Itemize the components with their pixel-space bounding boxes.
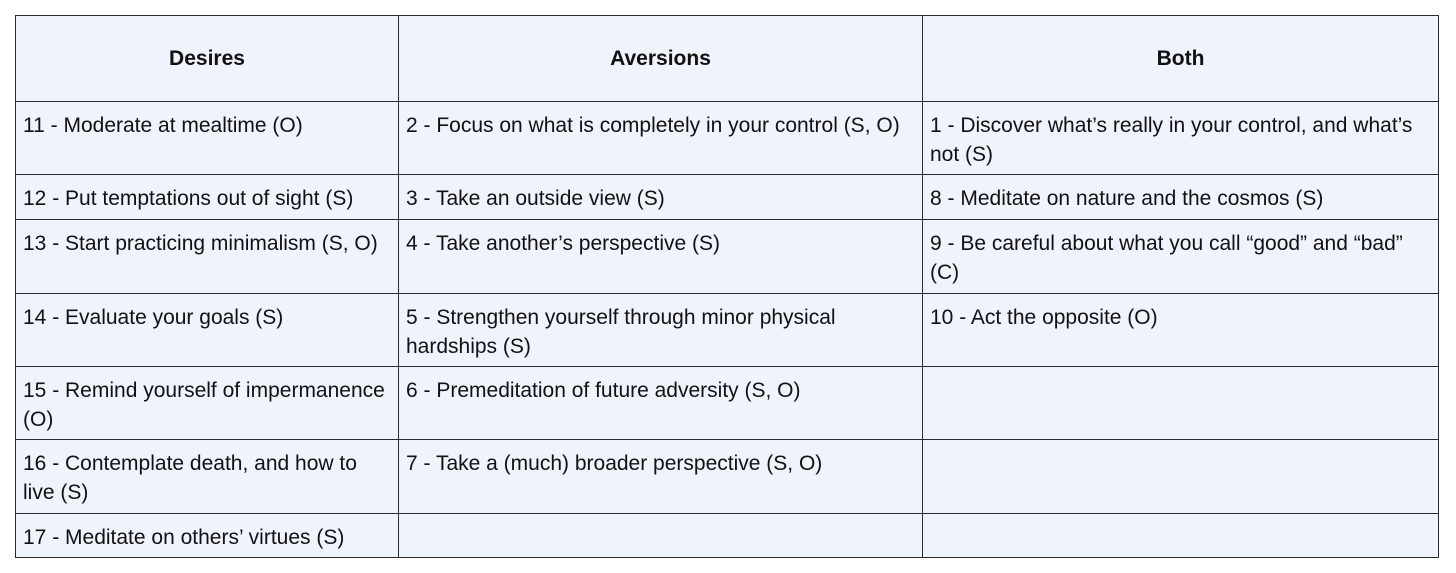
header-both: Both [923,16,1439,102]
table-row [16,514,1439,558]
both-cell: 8 - Meditate on nature and the cosmos (S) [923,175,1439,220]
table-row [16,294,1439,367]
both-cell [923,367,1439,440]
table-row [16,440,1439,514]
both-cell: 10 - Act the opposite (O) [923,294,1439,367]
desires-cell: 11 - Moderate at mealtime (O) [16,102,399,175]
table-row [16,175,1439,220]
table-row [16,367,1439,440]
header-aversions: Aversions [399,16,923,102]
both-cell [923,440,1439,514]
both-cell: 1 - Discover what’s really in your control, and what’s not (S) [923,102,1439,175]
desires-cell: 13 - Start practicing minimalism (S, O) [16,220,399,294]
aversions-cell: 4 - Take another’s perspective (S) [399,220,923,294]
desires-cell: 15 - Remind yourself of impermanence (O) [16,367,399,440]
strategies-table [15,15,1439,558]
aversions-cell: 3 - Take an outside view (S) [399,175,923,220]
aversions-cell: 7 - Take a (much) broader perspective (S, O) [399,440,923,514]
aversions-cell: 5 - Strengthen yourself through minor physical hardships (S) [399,294,923,367]
desires-cell: 17 - Meditate on others’ virtues (S) [16,514,399,558]
header-row [16,16,1439,102]
desires-cell: 14 - Evaluate your goals (S) [16,294,399,367]
desires-cell: 16 - Contemplate death, and how to live (S) [16,440,399,514]
aversions-cell: 2 - Focus on what is completely in your control (S, O) [399,102,923,175]
desires-cell: 12 - Put temptations out of sight (S) [16,175,399,220]
aversions-cell: 6 - Premeditation of future adversity (S, O) [399,367,923,440]
table-row [16,220,1439,294]
both-cell [923,514,1439,558]
table-row [16,102,1439,175]
both-cell: 9 - Be careful about what you call “good” and “bad” (C) [923,220,1439,294]
aversions-cell [399,514,923,558]
header-desires: Desires [16,16,399,102]
